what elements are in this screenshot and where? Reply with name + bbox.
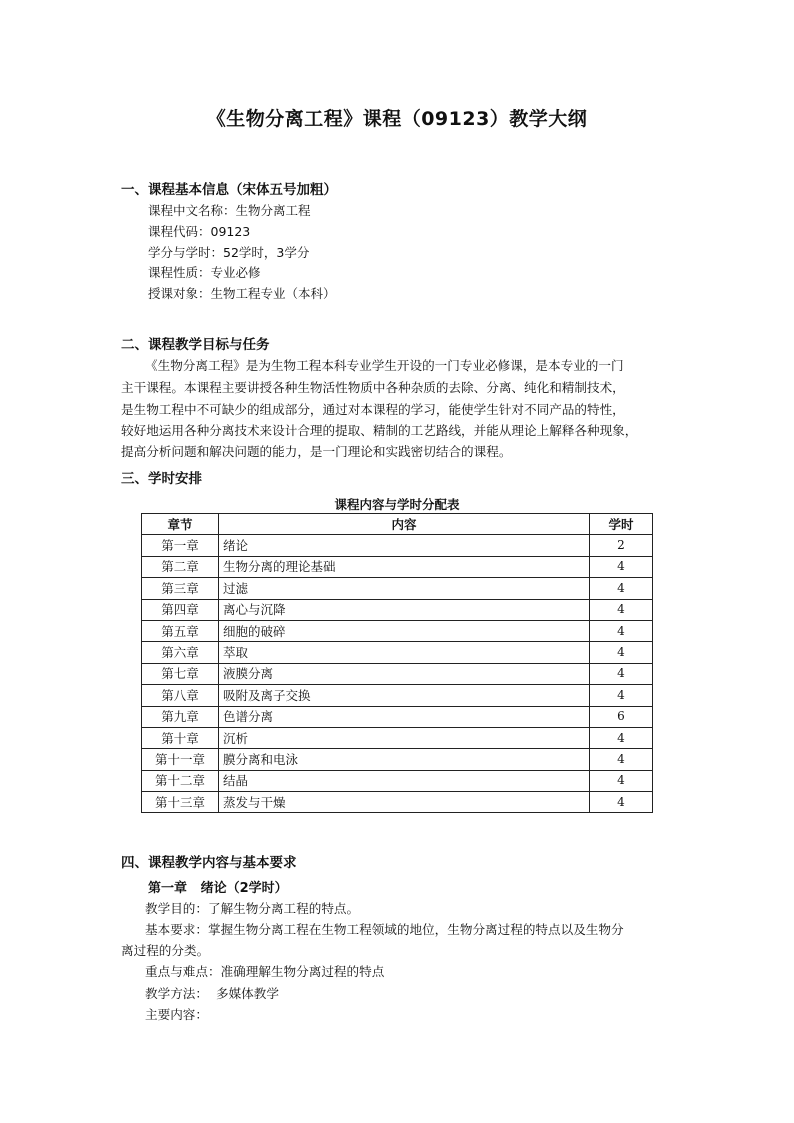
chapter-heading: 第一章 绪论（2学时）	[148, 881, 288, 896]
cell-content: 萃取	[219, 642, 590, 663]
objectives-paragraph-line: 是生物工程中不可缺少的组成部分，通过对本课程的学习，能使学生针对不同产品的特性，	[121, 402, 625, 417]
table-row	[142, 770, 653, 791]
cell-chapter: 第八章	[142, 685, 219, 706]
cell-hours: 4	[590, 727, 653, 748]
cell-chapter: 第十一章	[142, 749, 219, 770]
cell-chapter: 第六章	[142, 642, 219, 663]
cell-hours: 4	[590, 642, 653, 663]
table-row	[142, 599, 653, 620]
cell-chapter: 第十二章	[142, 770, 219, 791]
objectives-paragraph-line: 主干课程。本课程主要讲授各种生物活性物质中各种杂质的去除、分离、纯化和精制技术，	[121, 380, 625, 395]
table-caption: 课程内容与学时分配表	[334, 497, 460, 512]
cell-hours: 4	[590, 749, 653, 770]
section-heading-schedule: 三、学时安排	[121, 471, 202, 487]
cell-hours: 4	[590, 663, 653, 684]
cell-chapter: 第九章	[142, 706, 219, 727]
info-course-name: 课程中文名称：生物分离工程	[148, 203, 311, 218]
table-row	[142, 727, 653, 748]
cell-content: 吸附及离子交换	[219, 685, 590, 706]
basic-requirements-continued: 离过程的分类。	[121, 943, 210, 958]
cell-content: 色谱分离	[219, 706, 590, 727]
cell-chapter: 第十章	[142, 727, 219, 748]
table-row	[142, 535, 653, 556]
column-header-hours: 学时	[590, 514, 653, 535]
info-credits-hours: 学分与学时：52学时，3学分	[148, 245, 310, 260]
section-heading-basic-info: 一、课程基本信息（宋体五号加粗）	[121, 182, 337, 198]
table-row	[142, 685, 653, 706]
table-row	[142, 663, 653, 684]
cell-hours: 4	[590, 578, 653, 599]
table-row	[142, 792, 653, 813]
table-header-row	[142, 514, 653, 535]
cell-content: 沉析	[219, 727, 590, 748]
cell-content: 过滤	[219, 578, 590, 599]
cell-content: 膜分离和电泳	[219, 749, 590, 770]
objectives-paragraph-line: 较好地运用各种分离技术来设计合理的提取、精制的工艺路线，并能从理论上解释各种现象，	[121, 423, 638, 438]
cell-chapter: 第三章	[142, 578, 219, 599]
table-row	[142, 620, 653, 641]
cell-chapter: 第二章	[142, 556, 219, 577]
teaching-purpose: 教学目的：了解生物分离工程的特点。	[145, 901, 360, 916]
cell-chapter: 第一章	[142, 535, 219, 556]
basic-requirements: 基本要求：掌握生物分离工程在生物工程领域的地位，生物分离过程的特点以及生物分	[145, 922, 624, 937]
schedule-table	[141, 513, 653, 813]
table-row	[142, 556, 653, 577]
cell-hours: 4	[590, 685, 653, 706]
table-row	[142, 578, 653, 599]
cell-content: 绪论	[219, 535, 590, 556]
cell-chapter: 第四章	[142, 599, 219, 620]
cell-hours: 4	[590, 556, 653, 577]
info-course-nature: 课程性质：专业必修	[148, 265, 261, 280]
cell-hours: 6	[590, 706, 653, 727]
cell-chapter: 第七章	[142, 663, 219, 684]
teaching-method: 教学方法： 多媒体教学	[145, 986, 279, 1001]
objectives-paragraph-line: 《生物分离工程》是为生物工程本科专业学生开设的一门专业必修课，是本专业的一门	[145, 358, 624, 373]
cell-hours: 4	[590, 770, 653, 791]
section-heading-objectives: 二、课程教学目标与任务	[121, 337, 270, 353]
column-header-content: 内容	[219, 514, 590, 535]
cell-content: 液膜分离	[219, 663, 590, 684]
table-row	[142, 642, 653, 663]
cell-chapter: 第五章	[142, 620, 219, 641]
page-title: 《生物分离工程》课程（09123）教学大纲	[206, 108, 588, 130]
info-course-code: 课程代码：09123	[148, 224, 251, 239]
cell-chapter: 第十三章	[142, 792, 219, 813]
cell-hours: 4	[590, 620, 653, 641]
table-row	[142, 706, 653, 727]
cell-content: 生物分离的理论基础	[219, 556, 590, 577]
info-audience: 授课对象：生物工程专业（本科）	[148, 286, 336, 301]
cell-hours: 2	[590, 535, 653, 556]
cell-hours: 4	[590, 599, 653, 620]
cell-content: 蒸发与干燥	[219, 792, 590, 813]
main-content-label: 主要内容：	[145, 1007, 208, 1022]
key-difficult-points: 重点与难点：准确理解生物分离过程的特点	[145, 964, 385, 979]
cell-hours: 4	[590, 792, 653, 813]
objectives-paragraph-line: 提高分析问题和解决问题的能力，是一门理论和实践密切结合的课程。	[121, 444, 512, 459]
cell-content: 结晶	[219, 770, 590, 791]
table-row	[142, 749, 653, 770]
column-header-chapter: 章节	[142, 514, 219, 535]
section-heading-content-requirements: 四、课程教学内容与基本要求	[121, 855, 297, 871]
cell-content: 细胞的破碎	[219, 620, 590, 641]
cell-content: 离心与沉降	[219, 599, 590, 620]
